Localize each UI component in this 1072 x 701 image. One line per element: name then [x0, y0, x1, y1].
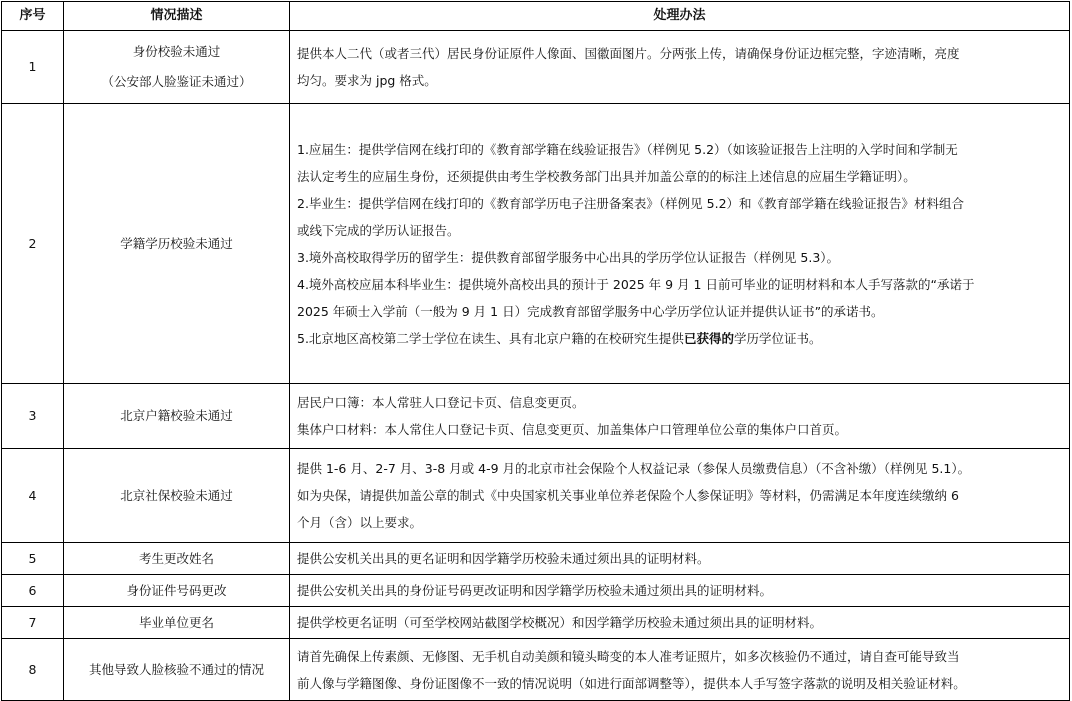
description-line: 身份校验未通过: [132, 44, 221, 59]
method-line: 前人像与学籍图像、身份证图像不一致的情况说明（如进行面部调整等），提供本人手写签字落款的说明及相关验证材料。: [297, 675, 966, 691]
row-number: 2: [2, 104, 64, 384]
method-line: 1.应届生：提供学信网在线打印的《教育部学籍在线验证报告》（样例见 5.2）（如该验证报告上注明的入学时间和学制无: [297, 141, 958, 157]
row-method: [290, 449, 1070, 543]
method-line-mixed: [297, 325, 1063, 352]
method-line: 或线下完成的学历认证报告。: [297, 222, 460, 238]
row-number: 5: [2, 543, 64, 575]
row-description: [64, 384, 290, 449]
method-line: 请首先确保上传素颜、无修图、无手机自动美颜和镜头畸变的本人准考证照片，如多次核验仍不通过，请自查可能导致当: [297, 648, 960, 664]
method-line: 提供 1-6 月、2-7 月、3-8 月或 4-9 月的北京市社会保险个人权益记录（参保人员缴费信息）（不含补缴）（样例见 5.1）。: [297, 461, 971, 476]
description-line: 考生更改姓名: [138, 550, 214, 566]
row-description: [64, 639, 290, 701]
method-line: 如为央保，请提供加盖公章的制式《中央国家机关事业单位养老保险个人参保证明》等材料，仍需满足本年度连续缴纳 6: [297, 488, 959, 503]
method-emphasis: 已获得的: [683, 330, 734, 346]
method-line: 2.毕业生：提供学信网在线打印的《教育部学历电子注册备案表》（样例见 5.2）和《教育部学籍在线验证报告》材料组合: [297, 195, 965, 211]
table-row: [2, 449, 1070, 543]
method-line: 个月（含）以上要求。: [297, 515, 423, 530]
row-description: [64, 543, 290, 575]
description-line: （公安部人脸鉴证未通过）: [101, 74, 252, 89]
table-row: [2, 543, 1070, 575]
method-line: 提供本人二代（或者三代）居民身份证原件人像面、国徽面图片。分两张上传，请确保身份证边框完整，字迹清晰，亮度: [297, 46, 960, 61]
row-method: [290, 543, 1070, 575]
row-method: [290, 607, 1070, 639]
handling-table: [1, 1, 1070, 701]
header-method: 处理办法: [290, 2, 1070, 31]
row-number: 1: [2, 31, 64, 104]
header-row: [2, 2, 1070, 31]
method-text: 5.北京地区高校第二学士学位在读生、具有北京户籍的在校研究生提供: [297, 330, 684, 346]
row-number: 4: [2, 449, 64, 543]
description-line: 北京户籍校验未通过: [120, 408, 233, 423]
method-line: 均匀。要求为 jpg 格式。: [297, 73, 437, 88]
table-row: [2, 31, 1070, 104]
table-row: [2, 384, 1070, 449]
row-description: [64, 449, 290, 543]
table-row: [2, 575, 1070, 607]
description-line: 北京社保校验未通过: [120, 487, 233, 503]
row-description: [64, 575, 290, 607]
method-line: 3.境外高校取得学历的留学生：提供教育部留学服务中心出具的学历学位认证报告（样例见 5.3）。: [297, 249, 840, 265]
description-line: 毕业单位更名: [138, 614, 214, 630]
row-number: 6: [2, 575, 64, 607]
row-number: 7: [2, 607, 64, 639]
method-line: 提供公安机关出具的更名证明和因学籍学历校验未通过须出具的证明材料。: [297, 550, 710, 566]
description-line: 其他导致人脸核验不通过的情况: [88, 661, 264, 677]
method-line: 集体户口材料：本人常住人口登记卡页、信息变更页、加盖集体户口管理单位公章的集体户口首页。: [297, 422, 848, 437]
table-row: [2, 639, 1070, 701]
row-number: 3: [2, 384, 64, 449]
method-line: 居民户口簿：本人常驻人口登记卡页、信息变更页。: [297, 395, 585, 410]
row-method: [290, 639, 1070, 701]
row-description: [64, 31, 290, 104]
method-text: 学历学位证书。: [733, 330, 822, 346]
description-line: 学籍学历校验未通过: [120, 235, 233, 251]
method-line: 法认定考生的应届生身份，还须提供由考生学校教务部门出具并加盖公章的的标注上述信息的应届生学籍证明）。: [297, 168, 916, 184]
row-description: [64, 104, 290, 384]
method-line: 提供学校更名证明（可至学校网站截图学校概况）和因学籍学历校验未通过须出具的证明材料。: [297, 614, 823, 630]
row-method: [290, 31, 1070, 104]
row-description: [64, 607, 290, 639]
description-line: 身份证件号码更改: [126, 582, 227, 598]
method-line: 4.境外高校应届本科毕业生：提供境外高校出具的预计于 2025 年 9 月 1 日前可毕业的证明材料和本人手写落款的“承诺于: [297, 276, 975, 292]
row-method: [290, 384, 1070, 449]
table-row: [2, 104, 1070, 384]
row-method: [290, 104, 1070, 384]
table-row: [2, 607, 1070, 639]
row-method: [290, 575, 1070, 607]
row-number: 8: [2, 639, 64, 701]
header-no: 序号: [2, 2, 64, 31]
header-desc: 情况描述: [64, 2, 290, 31]
document-sheet: [1, 1, 1069, 701]
method-line: 2025 年硕士入学前（一般为 9 月 1 日）完成教育部留学服务中心学历学位认证并提供认证书”的承诺书。: [297, 303, 884, 319]
method-line: 提供公安机关出具的身份证号码更改证明和因学籍学历校验未通过须出具的证明材料。: [297, 582, 773, 598]
